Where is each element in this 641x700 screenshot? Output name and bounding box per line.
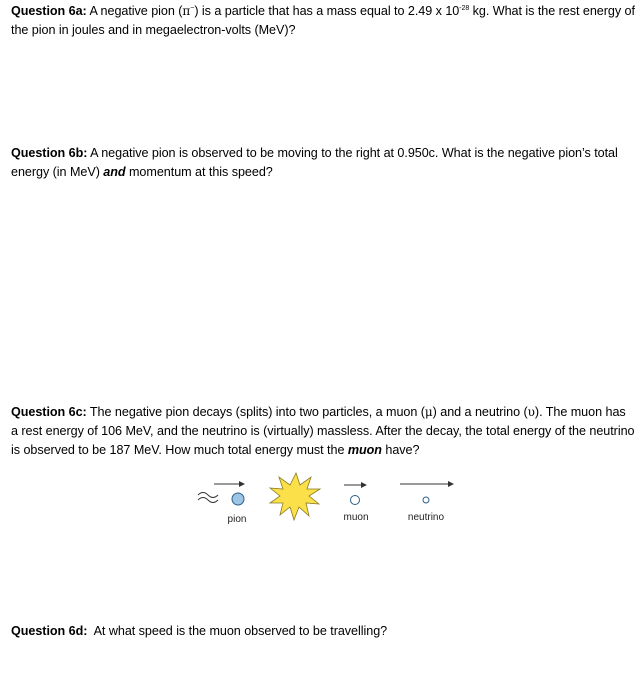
question-6a-text-2: ) is a particle that has a mass equal to 2.49 x 10 (194, 4, 460, 18)
question-6a-text-3: kg. What is the rest energy of the pion in joules and in megaelectron-volts (MeV)? (11, 4, 635, 37)
question-6b-text-1: A negative pion is observed to be moving to the right at 0.950c. What is the negative pion’s total energy (in MeV) (11, 146, 618, 179)
question-6b-text-2: momentum at this speed? (125, 165, 273, 179)
question-6a-label: Question 6a: (11, 4, 87, 18)
pion-charge: − (190, 4, 195, 12)
pion-label: pion (227, 514, 247, 525)
question-6b (11, 144, 636, 182)
question-6d-label: Question 6d: (11, 624, 88, 638)
neutrino-particle (423, 497, 429, 503)
question-6a-text-1: A negative pion ( (86, 4, 183, 18)
question-6c-text-4: have? (381, 443, 420, 457)
question-6a (11, 2, 636, 40)
question-6c-text-3: ). The muon has a rest energy of 106 MeV, and the neutrino is (virtually) massless. After the decay, the total energy of the neutrino is observed to be 187 MeV. How much total energy must the (11, 405, 635, 457)
pion-motion-trail (198, 493, 218, 503)
muon-symbol: μ (424, 405, 433, 419)
question-6c-label: Question 6c: (11, 405, 87, 419)
question-6d (11, 622, 636, 641)
pion-particle (232, 493, 244, 505)
muon-emphasis: muon (347, 443, 382, 457)
muon-particle (351, 496, 360, 505)
neutrino-label: neutrino (407, 512, 445, 523)
mass-exponent: -28 (459, 4, 470, 12)
question-6b-italic-and: and (103, 165, 126, 179)
question-6c-text-2: ) and a neutrino ( (432, 405, 528, 419)
question-6d-text-1: At what speed is the muon observed to be travelling? (87, 624, 388, 638)
question-6c (11, 403, 636, 460)
neutrino-symbol: υ (527, 405, 535, 419)
pion-symbol: π (182, 4, 191, 18)
decay-burst-icon (270, 473, 320, 520)
question-6b-label: Question 6b: (11, 146, 88, 160)
question-6c-text-1: The negative pion decays (splits) into two particles, a muon ( (86, 405, 425, 419)
muon-label: muon (343, 512, 369, 523)
pion-decay-diagram (0, 470, 641, 540)
